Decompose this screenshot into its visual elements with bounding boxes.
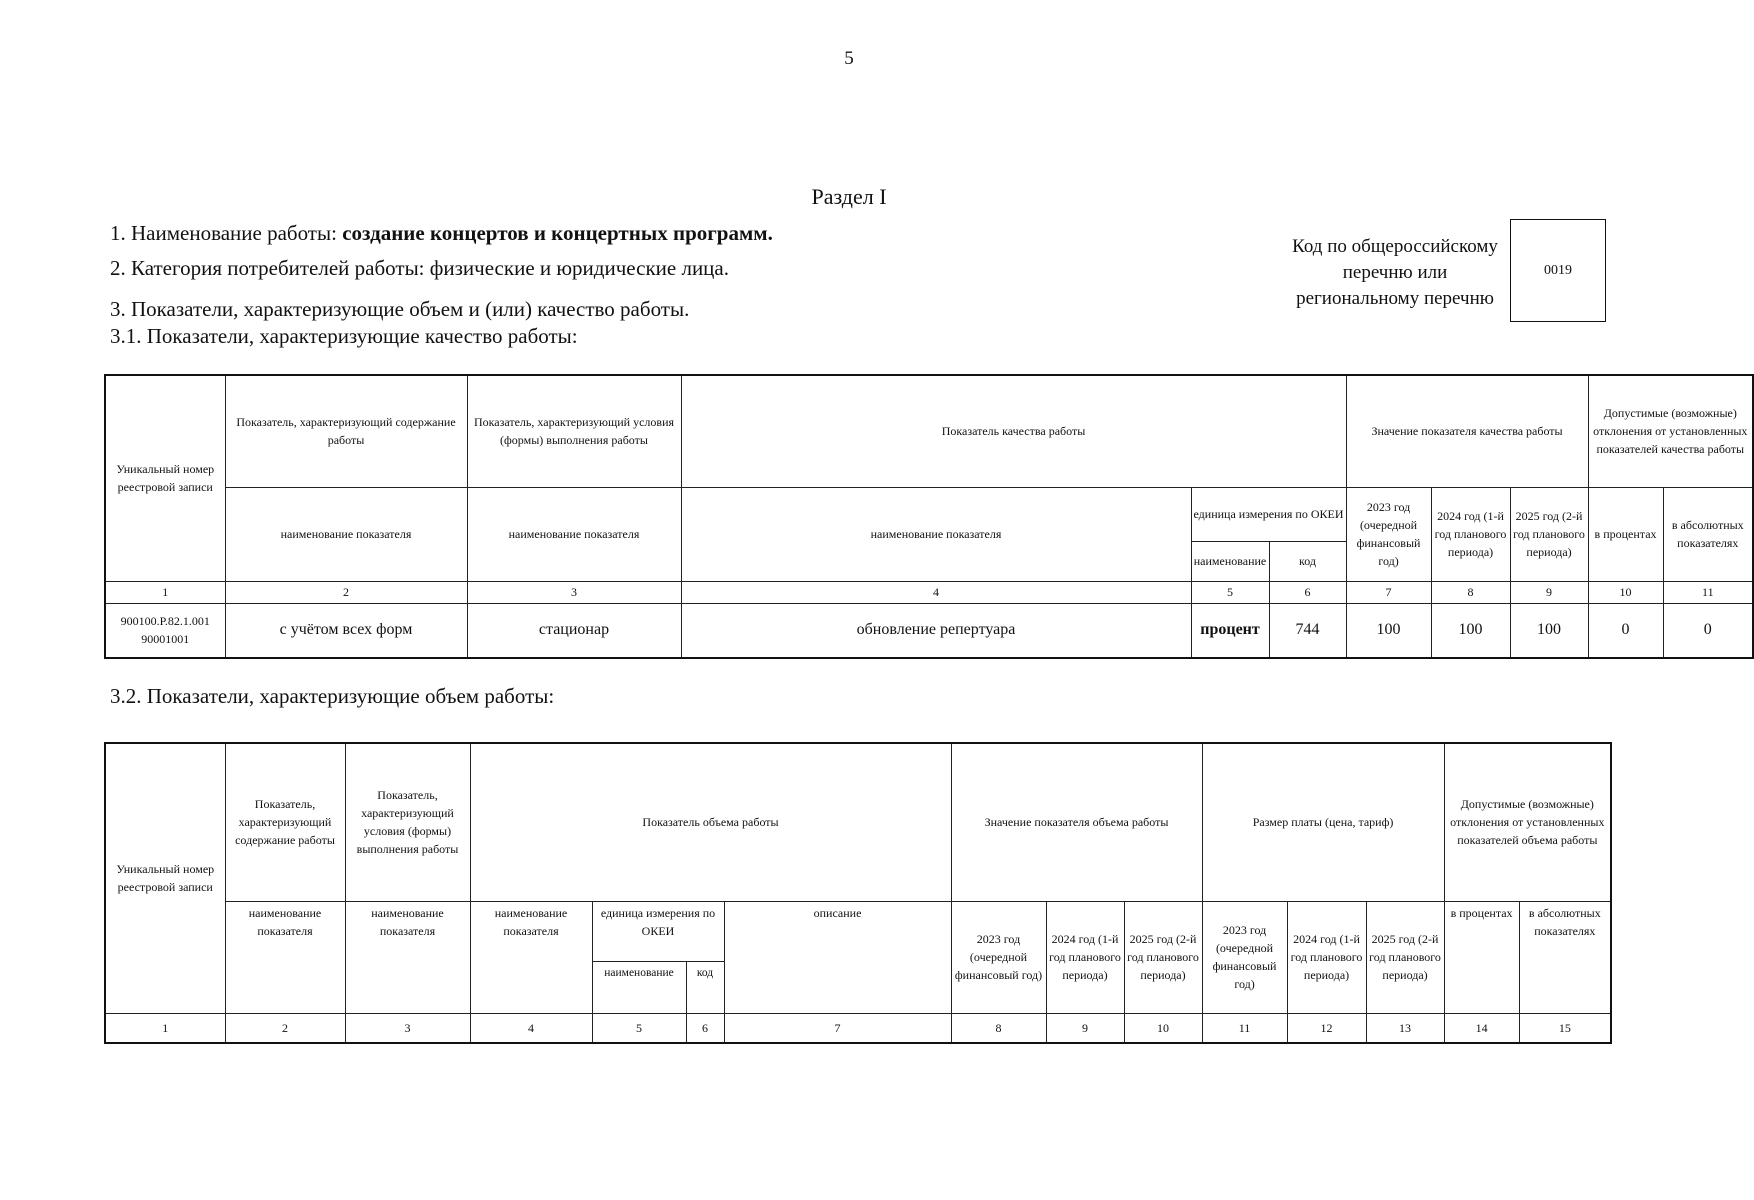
registry-code-label-line-1: Код по общероссийскому: [1292, 236, 1498, 257]
column-number: 6: [1269, 581, 1346, 603]
unit-code-header: код: [686, 961, 724, 1013]
column-number: 10: [1588, 581, 1663, 603]
column-number: 5: [1191, 581, 1269, 603]
volume-indicator-header: Показатель объема работы: [470, 743, 951, 901]
section-title: Раздел I: [811, 184, 887, 209]
quality-indicators-heading: 3.1. Показатели, характеризующие качество работы:: [110, 324, 578, 348]
indicator-name-header: наименование показателя: [681, 487, 1191, 581]
work-name-line: [110, 221, 773, 246]
okei-unit-header: единица измерения по ОКЕИ: [1191, 487, 1346, 541]
absolute-header: в абсолютных показателях: [1663, 487, 1753, 581]
column-number: 2: [225, 1013, 345, 1043]
column-number: 3: [467, 581, 681, 603]
consumer-category-line: 2. Категория потребителей работы: физические и юридические лица.: [110, 256, 729, 280]
column-number: 9: [1510, 581, 1588, 603]
description-header: описание: [724, 901, 951, 1013]
volume-indicators-table: [104, 742, 1612, 1044]
indicator-name-header: наименование показателя: [225, 901, 345, 1013]
registry-number-cell: 900100.Р.82.1.001 90001001: [105, 603, 225, 658]
unit-code-header: код: [1269, 541, 1346, 581]
volume-year-2025-header: 2025 год (2-й год планового периода): [1124, 901, 1202, 1013]
indicator-name-header: наименование показателя: [470, 901, 592, 1013]
column-number: 1: [105, 1013, 225, 1043]
column-number: 11: [1663, 581, 1753, 603]
registry-code-label-line-3: региональному перечню: [1296, 288, 1494, 309]
column-number: 10: [1124, 1013, 1202, 1043]
column-number: 11: [1202, 1013, 1287, 1043]
column-number: 8: [1431, 581, 1510, 603]
indicator-name-header: наименование показателя: [225, 487, 467, 581]
column-number: 5: [592, 1013, 686, 1043]
column-number: 3: [345, 1013, 470, 1043]
work-name-value: создание концертов и концертных программ.: [342, 221, 773, 245]
fee-year-2023-header: 2023 год (очередной финансовый год): [1202, 901, 1287, 1013]
deviation-header: Допустимые (возможные) отклонения от установленных показателей качества работы: [1588, 375, 1753, 487]
column-number: 13: [1366, 1013, 1444, 1043]
content-indicator-header: Показатель, характеризующий содержание работы: [225, 743, 345, 901]
volume-year-2023-header: 2023 год (очередной финансовый год): [951, 901, 1046, 1013]
quality-indicator-header: Показатель качества работы: [681, 375, 1346, 487]
column-number: 4: [470, 1013, 592, 1043]
deviation-absolute-cell: 0: [1663, 603, 1753, 658]
column-number: 6: [686, 1013, 724, 1043]
year-2025-header: 2025 год (2-й год планового периода): [1510, 487, 1588, 581]
registry-code-box: [1510, 219, 1606, 322]
registry-code-label: [1270, 234, 1520, 312]
fee-header: Размер платы (цена, тариф): [1202, 743, 1444, 901]
deviation-percent-cell: 0: [1588, 603, 1663, 658]
table-row: [105, 603, 1753, 658]
conditions-cell: стационар: [467, 603, 681, 658]
registry-code-label-line-2: перечню или: [1342, 262, 1448, 283]
unit-name-cell: процент: [1191, 603, 1269, 658]
column-number: 9: [1046, 1013, 1124, 1043]
content-indicator-header: Показатель, характеризующий содержание работы: [225, 375, 467, 487]
unit-name-header: наименование: [1191, 541, 1269, 581]
page-number: 5: [844, 48, 854, 69]
volume-indicators-heading: 3.2. Показатели, характеризующие объем работы:: [110, 684, 555, 708]
unit-code-cell: 744: [1269, 603, 1346, 658]
column-number: 7: [724, 1013, 951, 1043]
quality-indicator-cell: обновление репертуара: [681, 603, 1191, 658]
indicator-name-header: наименование показателя: [345, 901, 470, 1013]
unit-name-header: наименование: [592, 961, 686, 1013]
year-2023-header: 2023 год (очередной финансовый год): [1346, 487, 1431, 581]
value-2024-cell: 100: [1431, 603, 1510, 658]
indicators-heading: 3. Показатели, характеризующие объем и (или) качество работы.: [110, 297, 690, 321]
column-number: 14: [1444, 1013, 1519, 1043]
indicator-name-header: наименование показателя: [467, 487, 681, 581]
quality-indicators-table: [104, 374, 1754, 659]
absolute-header: в абсолютных показателях: [1519, 901, 1611, 1013]
work-name-prefix: 1. Наименование работы:: [110, 221, 343, 245]
year-2024-header: 2024 год (1-й год планового периода): [1431, 487, 1510, 581]
content-cell: с учётом всех форм: [225, 603, 467, 658]
column-number: 15: [1519, 1013, 1611, 1043]
column-number: 1: [105, 581, 225, 603]
column-number: 4: [681, 581, 1191, 603]
value-2025-cell: 100: [1510, 603, 1588, 658]
volume-value-header: Значение показателя объема работы: [951, 743, 1202, 901]
column-number: 12: [1287, 1013, 1366, 1043]
percent-header: в процентах: [1588, 487, 1663, 581]
column-numbers-row: [105, 1013, 1611, 1043]
fee-year-2025-header: 2025 год (2-й год планового периода): [1366, 901, 1444, 1013]
column-numbers-row: [105, 581, 1753, 603]
column-number: 8: [951, 1013, 1046, 1043]
percent-header: в процентах: [1444, 901, 1519, 1013]
fee-year-2024-header: 2024 год (1-й год планового периода): [1287, 901, 1366, 1013]
conditions-indicator-header: Показатель, характеризующий условия (формы) выполнения работы: [345, 743, 470, 901]
conditions-indicator-header: Показатель, характеризующий условия (формы) выполнения работы: [467, 375, 681, 487]
deviation-header: Допустимые (возможные) отклонения от установленных показателей объема работы: [1444, 743, 1611, 901]
okei-unit-header: единица измерения по ОКЕИ: [592, 901, 724, 961]
column-number: 7: [1346, 581, 1431, 603]
volume-year-2024-header: 2024 год (1-й год планового периода): [1046, 901, 1124, 1013]
quality-value-header: Значение показателя качества работы: [1346, 375, 1588, 487]
registry-number-header: Уникальный номер реестровой записи: [105, 375, 225, 581]
value-2023-cell: 100: [1346, 603, 1431, 658]
column-number: 2: [225, 581, 467, 603]
registry-number-header: Уникальный номер реестровой записи: [105, 743, 225, 1013]
registry-code-value: 0019: [1544, 262, 1572, 278]
